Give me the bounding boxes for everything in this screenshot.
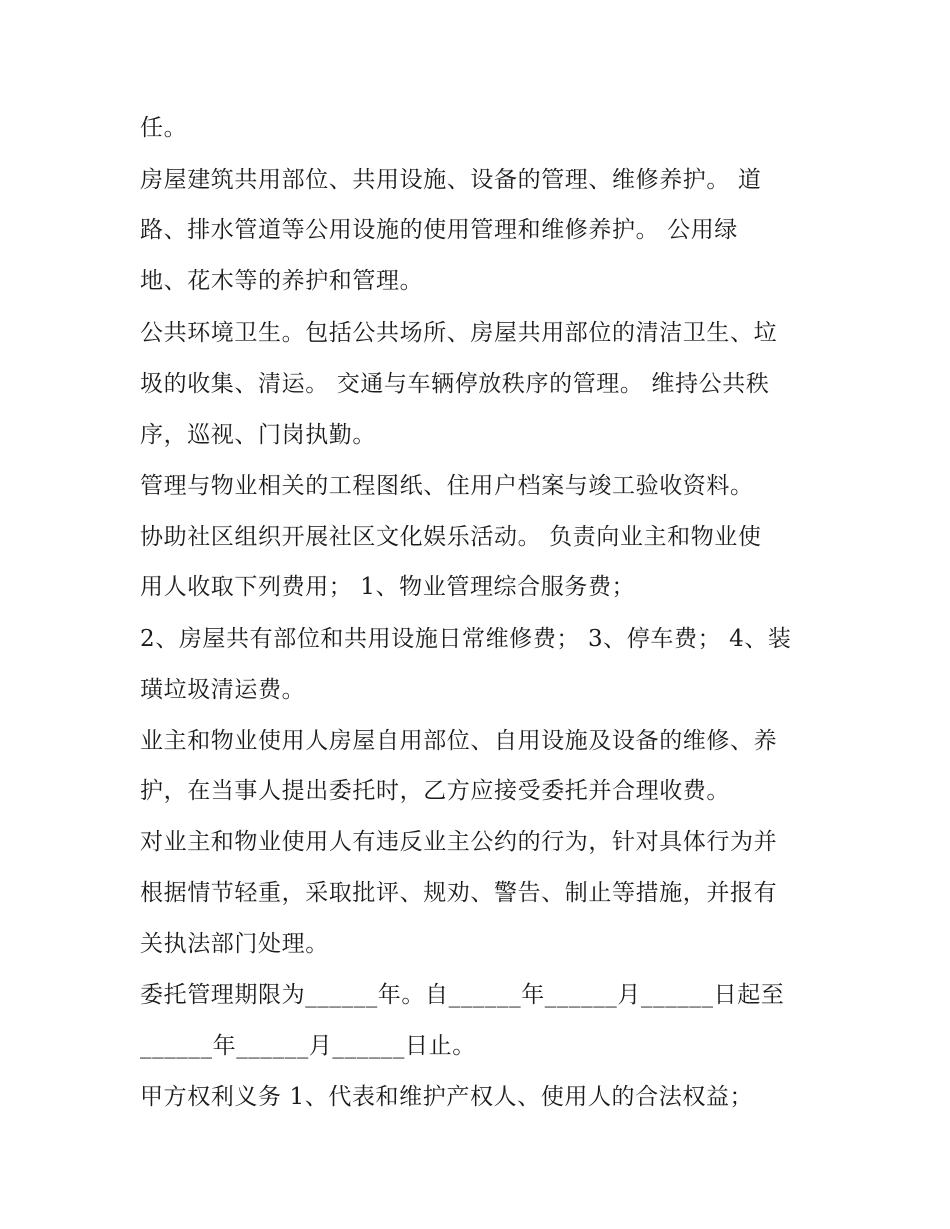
text-line-3: 路、排水管道等公用设施的使用管理和维修养护。 公用绿 (140, 217, 738, 243)
text-line-15: 对业主和物业使用人有违反业主公约的行为，针对具体行为并 (140, 829, 778, 855)
text-line-5: 公共环境卫生。包括公共场所、房屋共用部位的清洁卫生、垃 (140, 320, 778, 346)
text-line-13: 业主和物业使用人房屋自用部位、自用设施及设备的维修、养 (140, 728, 778, 754)
text-line-12: 璜垃圾清运费。 (140, 677, 306, 703)
text-line-11: 2、房屋共有部位和共用设施日常维修费； 3、停车费； 4、装 (140, 626, 792, 652)
text-line-7: 序，巡视、门岗执勤。 (140, 422, 376, 448)
text-line-19: ______年______月______日止。 (140, 1033, 476, 1059)
text-line-17: 关执法部门处理。 (140, 931, 329, 957)
text-line-18: 委托管理期限为______年。自______年______月______日起至 (140, 982, 785, 1008)
text-line-8: 管理与物业相关的工程图纸、住用户档案与竣工验收资料。 (140, 473, 754, 499)
text-line-4: 地、花木等的养护和管理。 (140, 268, 424, 294)
text-line-14: 护，在当事人提出委托时，乙方应接受委托并合理收费。 (140, 778, 730, 804)
text-line-6: 圾的收集、清运。 交通与车辆停放秩序的管理。 维持公共秩 (140, 371, 770, 397)
text-line-20: 甲方权利义务 1、代表和维护产权人、使用人的合法权益； (140, 1084, 754, 1110)
text-line-9: 协助社区组织开展社区文化娱乐活动。 负责向业主和物业使 (140, 524, 762, 550)
text-line-2: 房屋建筑共用部位、共用设施、设备的管理、维修养护。 道 (140, 167, 762, 193)
text-line-10: 用人收取下列费用； 1、物业管理综合服务费； (140, 574, 636, 600)
text-line-16: 根据情节轻重，采取批评、规劝、警告、制止等措施，并报有 (140, 880, 778, 906)
text-line-1: 任。 (140, 115, 188, 141)
